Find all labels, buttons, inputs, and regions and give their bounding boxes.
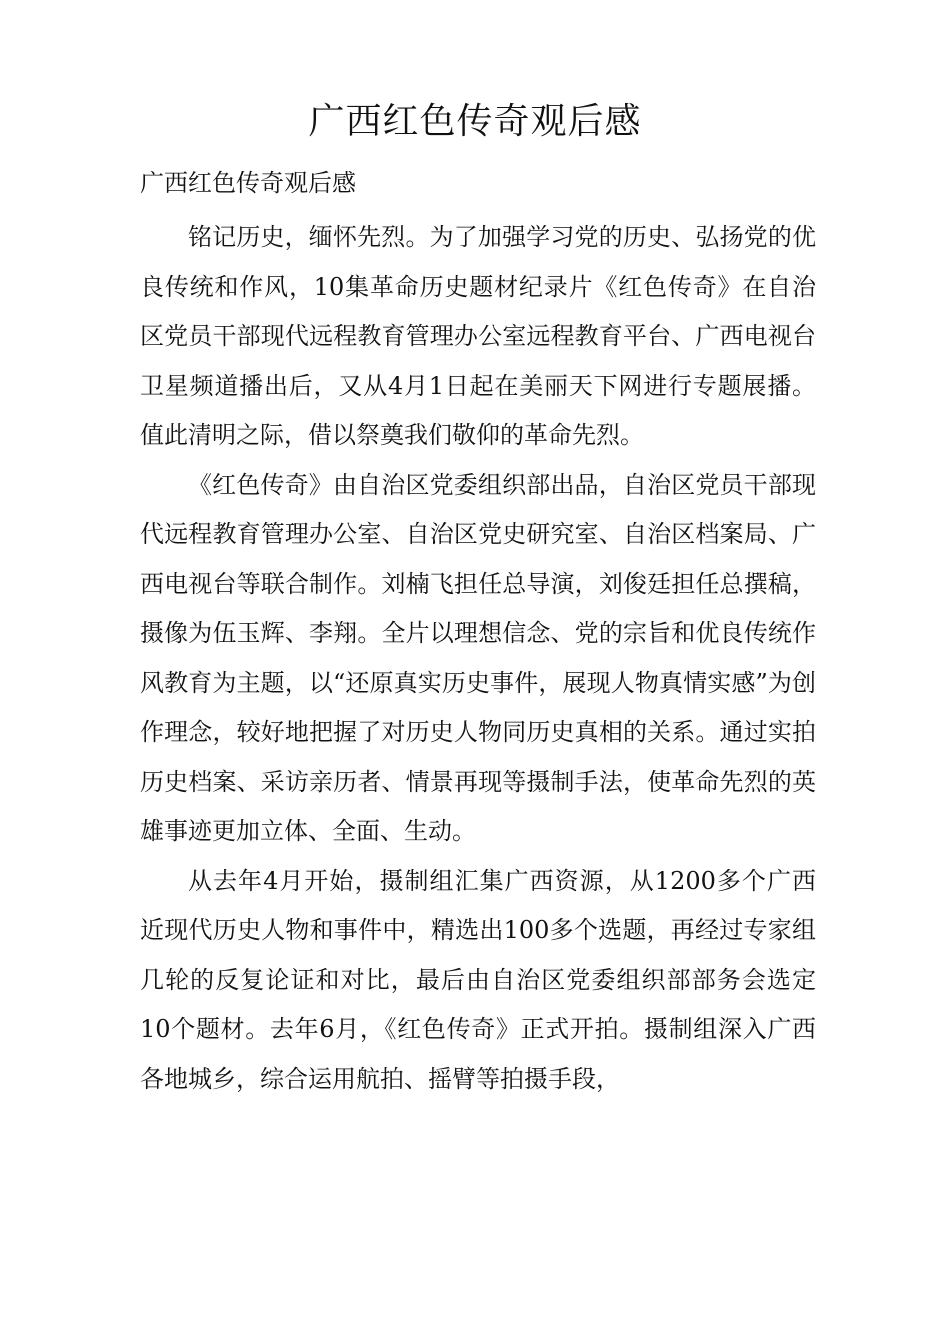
paragraph-2: 《红色传奇》由自治区党委组织部出品，自治区党员干部现代远程教育管理办公室、自治区党史研究室、自治区档案局、广西电视台等联合制作。刘楠飞担任总导演，刘俊廷担任总撰稿，摄像为伍玉辉、李翔。全片以理想信念、党的宗旨和优良传统作风教育为主题，以“还原真实历史事件，展现人物真情实感”为创作理念，较好地把握了对历史人物同历史真相的关系。通过实拍历史档案、采访亲历者、情景再现等摄制手法，使革命先烈的英雄事迹更加立体、全面、生动。 <box>140 470 816 845</box>
paragraph-1: 铭记历史，缅怀先烈。为了加强学习党的历史、弘扬党的优良传统和作风，10集革命历史题材纪录片《红色传奇》在自治区党员干部现代远程教育管理办公室远程教育平台、广西电视台卫星频道播出后，又从4月1日起在美丽天下网进行专题展播。值此清明之际，借以祭奠我们敬仰的革命先烈。 <box>140 223 816 449</box>
document-title: 广西红色传奇观后感 <box>308 101 642 142</box>
document-subtitle: 广西红色传奇观后感 <box>140 169 356 197</box>
document-body <box>140 213 816 1104</box>
paragraph-3: 从去年4月开始，摄制组汇集广西资源，从1200多个广西近现代历史人物和事件中，精选出100多个选题，再经过专家组几轮的反复论证和对比，最后由自治区党委组织部部务会选定10个题材。去年6月，《红色传奇》正式开拍。摄制组深入广西各地城乡，综合运用航拍、摇臂等拍摄手段， <box>140 866 816 1093</box>
